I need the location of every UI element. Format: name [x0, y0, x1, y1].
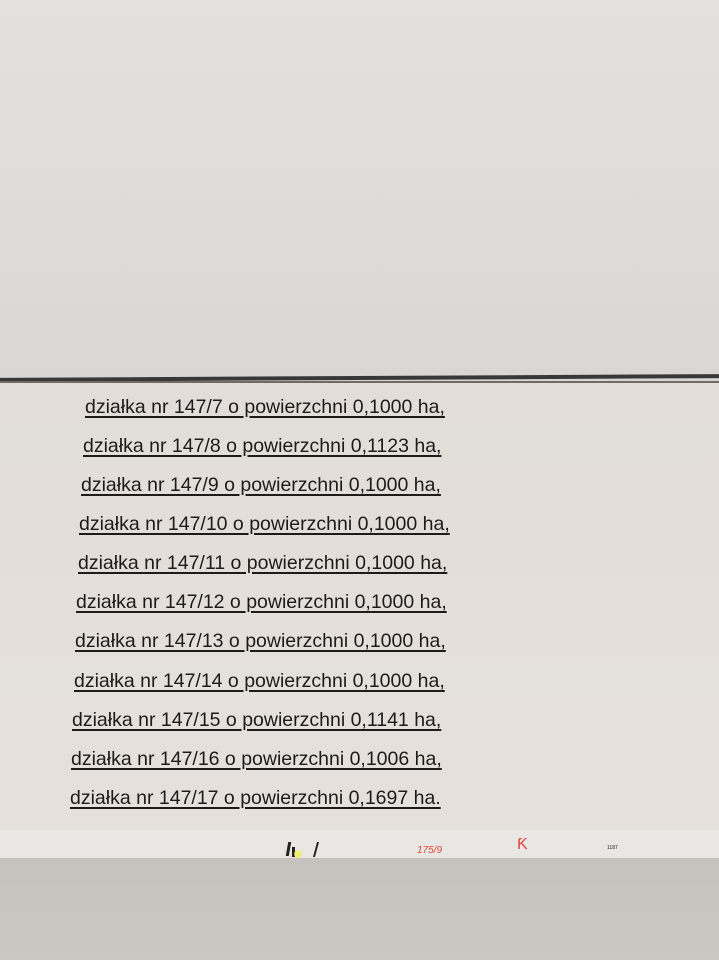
parcel-line: działka nr 147/16 o powierzchni 0,1006 ha,	[71, 748, 442, 770]
parcel-line: działka nr 147/17 o powierzchni 0,1697 ha.	[70, 787, 441, 809]
parcel-line: działka nr 147/11 o powierzchni 0,1000 ha,	[78, 552, 448, 574]
previous-page	[0, 0, 719, 376]
red-mark: Ƙ	[517, 836, 528, 853]
parcel-line: działka nr 147/10 o powierzchni 0,1000 ha,	[79, 513, 450, 535]
parcel-line: działka nr 147/8 o powierzchni 0,1123 ha,	[83, 435, 442, 457]
parcel-line: działka nr 147/14 o powierzchni 0,1000 ha,	[74, 670, 445, 692]
parcel-line: działka nr 147/13 o powierzchni 0,1000 ha,	[75, 630, 446, 652]
parcel-line: działka nr 147/12 o powierzchni 0,1000 ha,	[76, 591, 447, 613]
parcel-line: działka nr 147/7 o powierzchni 0,1000 ha,	[85, 396, 445, 418]
background-surface	[0, 858, 719, 960]
highlighter-mark	[294, 850, 302, 858]
parcel-line: działka nr 147/15 o powierzchni 0,1141 ha,	[72, 709, 442, 731]
small-label: 1187	[607, 845, 618, 851]
red-label: 175/9	[417, 845, 443, 856]
parcel-line: działka nr 147/9 o powierzchni 0,1000 ha,	[81, 474, 441, 496]
